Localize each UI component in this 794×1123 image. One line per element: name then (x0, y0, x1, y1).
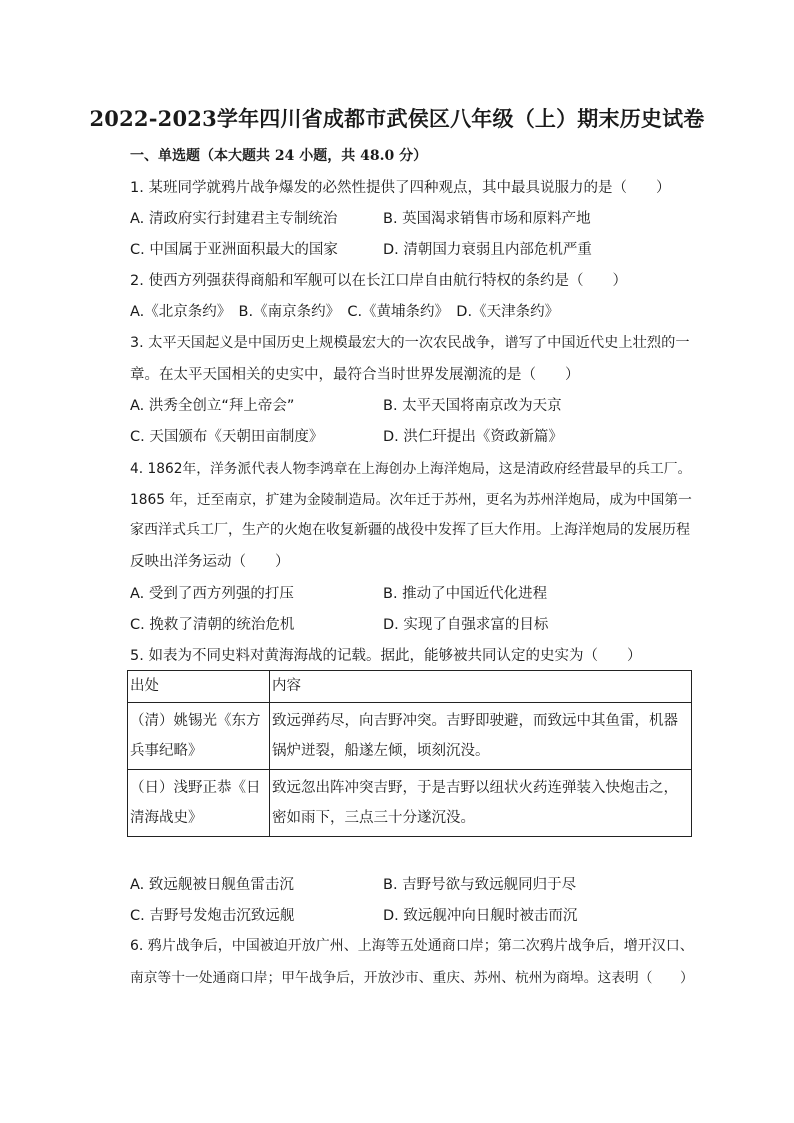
question-1-option-b: B. 英国渴求销售市场和原料产地 (383, 211, 591, 227)
question-3-option-a: A. 洪秀全创立“拜上帝会” (130, 398, 295, 414)
question-5-option-c: C. 吉野号发炮击沉致远舰 (130, 908, 295, 924)
question-1-option-a: A. 清政府实行封建君主专制统治 (130, 211, 338, 227)
table-cell-source: （清）姚锡光《东方兵事纪略》 (128, 703, 270, 770)
question-4-option-a: A. 受到了西方列强的打压 (130, 586, 294, 602)
table-header-source: 出处 (128, 671, 270, 703)
question-5-stem: 5. 如表为不同史料对黄海海战的记载。据此，能够被共同认定的史实为（ ） (130, 648, 642, 664)
question-2-options: A.《北京条约》 B.《南京条约》 C.《黄埔条约》 D.《天津条约》 (130, 304, 560, 320)
question-1-option-c: C. 中国属于亚洲面积最大的国家 (130, 242, 338, 258)
exam-title: 2022-2023学年四川省成都市武侯区八年级（上）期末历史试卷 (89, 106, 705, 131)
section-heading: 一、单选题（本大题共 24 小题，共 48.0 分） (130, 148, 428, 164)
question-4-stem-line-4: 反映出洋务运动（ ） (130, 554, 290, 570)
table-cell-source: （日）浅野正恭《日清海战史》 (128, 770, 270, 837)
question-5-option-a: A. 致远舰被日舰鱼雷击沉 (130, 877, 294, 893)
question-6-stem-line-1: 6. 鸦片战争后，中国被迫开放广州、上海等五处通商口岸；第二次鸦片战争后，增开汉口、 (130, 938, 694, 954)
question-1-option-d: D. 清朝国力衰弱且内部危机严重 (383, 242, 592, 258)
question-1-stem: 1. 某班同学就鸦片战争爆发的必然性提供了四种观点，其中最具说服力的是（ ） (130, 180, 671, 196)
source-table (127, 670, 692, 837)
question-3-stem-line-1: 3. 太平天国起义是中国历史上规模最宏大的一次农民战争，谱写了中国近代史上壮烈的一 (130, 335, 690, 351)
table-row (128, 770, 692, 837)
question-4-option-d: D. 实现了自强求富的目标 (383, 617, 549, 633)
question-5-option-b: B. 吉野号欲与致远舰同归于尽 (383, 877, 577, 893)
table-header-content: 内容 (270, 671, 692, 703)
question-3-option-b: B. 太平天国将南京改为天京 (383, 398, 562, 414)
question-4-stem-line-3: 家西洋式兵工厂，生产的火炮在收复新疆的战役中发挥了巨大作用。上海洋炮局的发展历程 (130, 522, 690, 538)
table-header-row (128, 671, 692, 703)
question-4-stem-line-1: 4. 1862年，洋务派代表人物李鸿章在上海创办上海洋炮局，这是清政府经营最早的兵工厂。 (130, 461, 692, 477)
question-4-option-c: C. 挽救了清朝的统治危机 (130, 617, 295, 633)
question-4-stem-line-2: 1865 年，迁至南京，扩建为金陵制造局。次年迁于苏州，更名为苏州洋炮局，成为中国第一 (130, 492, 692, 508)
table-cell-content: 致远忽出阵冲突吉野，于是吉野以纽状火药连弹装入快炮击之，密如雨下，三点三十分遂沉没。 (270, 770, 692, 837)
question-3-option-d: D. 洪仁玕提出《资政新篇》 (383, 429, 563, 445)
table-cell-content: 致远弹药尽，向吉野冲突。吉野即驶避，而致远中其鱼雷，机器锅炉迸裂，船遂左倾，顷刻沉没。 (270, 703, 692, 770)
question-6-stem-line-2: 南京等十一处通商口岸；甲午战争后，开放沙市、重庆、苏州、杭州为商埠。这表明（ ） (130, 970, 694, 986)
question-5-option-d: D. 致远舰冲向日舰时被击而沉 (383, 908, 578, 924)
table-row (128, 703, 692, 770)
question-3-option-c: C. 天国颁布《天朝田亩制度》 (130, 429, 324, 445)
question-2-stem: 2. 使西方列强获得商船和军舰可以在长江口岸自由航行特权的条约是（ ） (130, 273, 627, 289)
question-4-option-b: B. 推动了中国近代化进程 (383, 586, 548, 602)
question-3-stem-line-2: 章。在太平天国相关的史实中，最符合当时世界发展潮流的是（ ） (130, 367, 580, 383)
